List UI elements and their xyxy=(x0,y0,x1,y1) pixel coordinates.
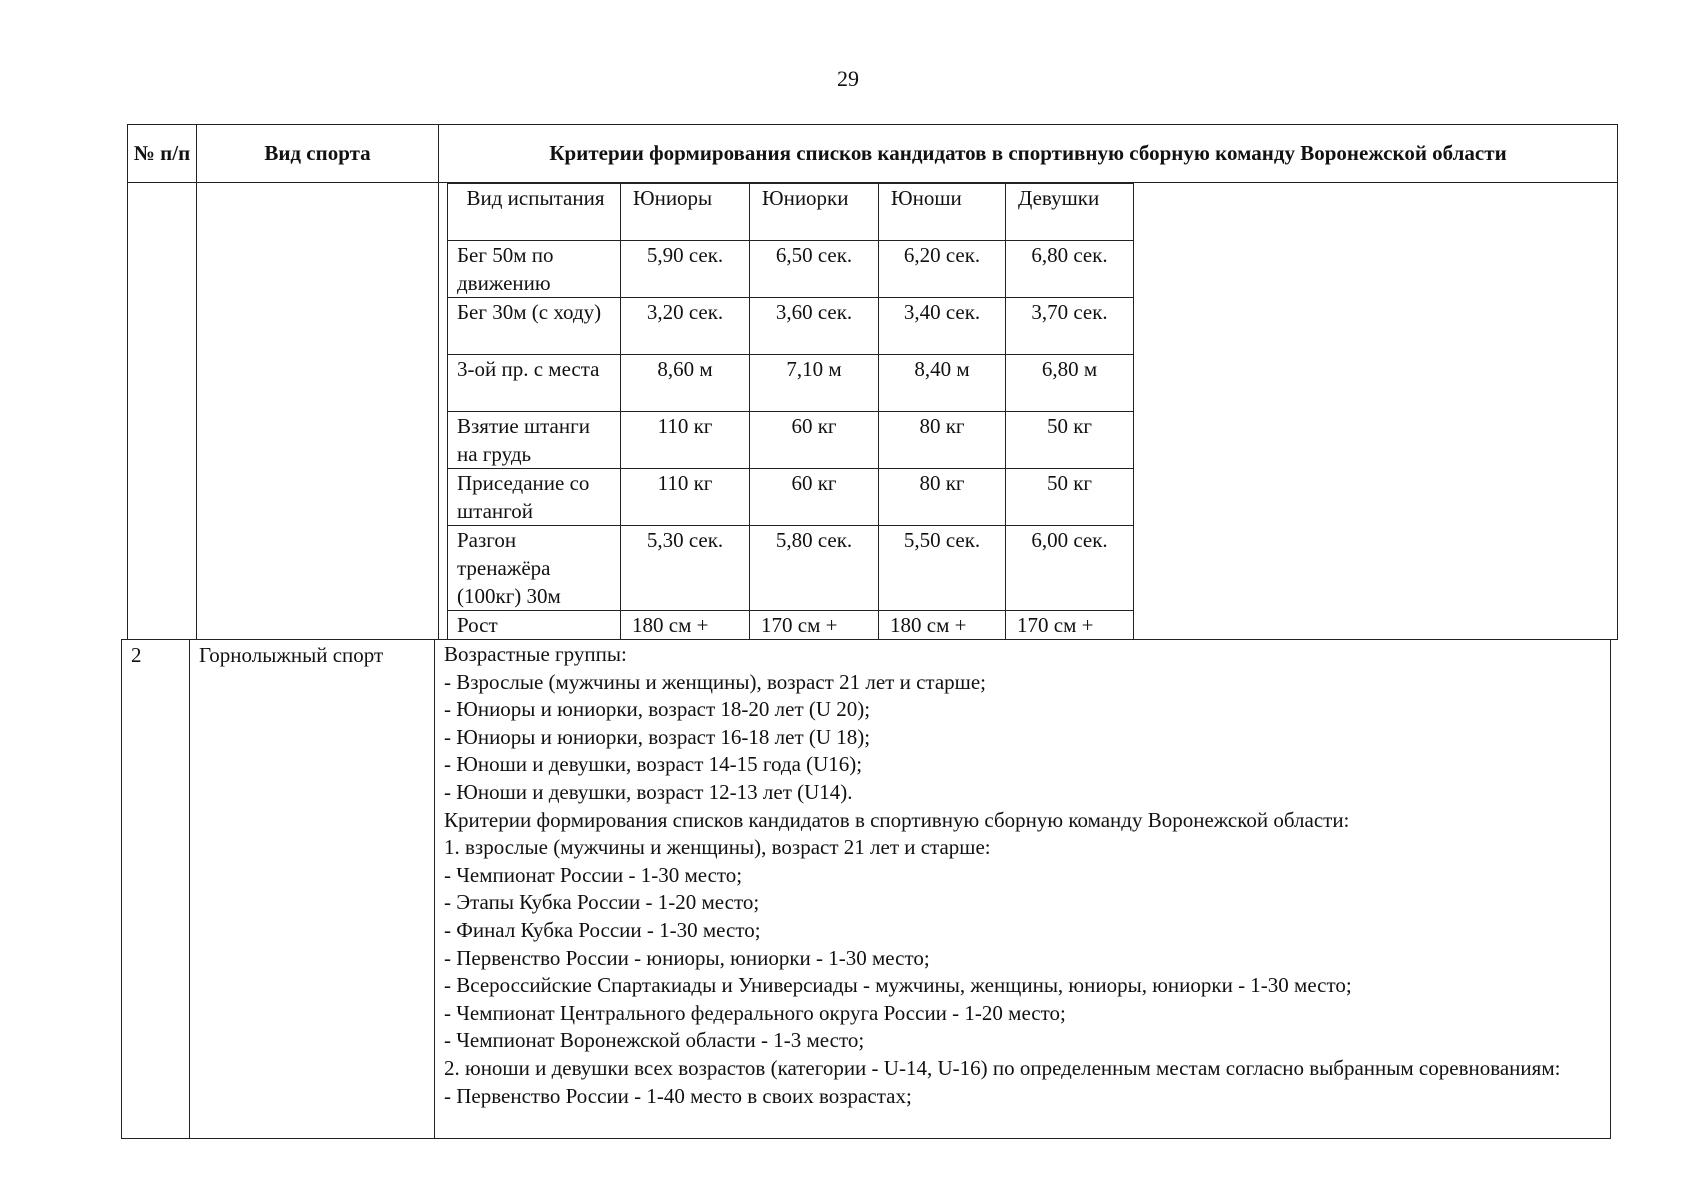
norms-value: 170 см + xyxy=(750,611,879,640)
header-criteria-cell xyxy=(438,125,1617,182)
norms-value: 110 кг xyxy=(621,469,750,526)
row-sport-cell xyxy=(196,183,438,639)
norms-value: 180 см + xyxy=(621,611,750,640)
criteria-line: - Первенство России - 1-40 место в своих возрастах; xyxy=(444,1083,912,1108)
criteria-line: 2. юноши и девушки всех возрастов (категории - U-14, U-16) по определенным местам согласно выбранным соревнованиям: xyxy=(444,1055,1561,1080)
criteria-line: - Чемпионат Воронежской области - 1-3 место; xyxy=(444,1028,865,1053)
norms-value: 6,80 сек. xyxy=(1006,241,1134,298)
norms-test: Бег 30м (с ходу) xyxy=(448,298,621,355)
norms-test: Бег 50м по движению xyxy=(448,241,621,298)
norms-row xyxy=(448,469,1134,526)
norms-value: 80 кг xyxy=(879,469,1006,526)
criteria-line: - Чемпионат России - 1-30 место; xyxy=(444,862,743,887)
norms-value: 8,60 м xyxy=(621,355,750,412)
norms-test: 3-ой пр. с места xyxy=(448,355,621,412)
norms-value: 3,60 сек. xyxy=(750,298,879,355)
norms-value: 50 кг xyxy=(1006,412,1134,469)
norms-value: 6,80 м xyxy=(1006,355,1134,412)
norms-row xyxy=(448,241,1134,298)
row-sport-cell xyxy=(189,640,434,1138)
norms-header-juniors-f: Юниорки xyxy=(750,184,879,241)
norms-value: 7,10 м xyxy=(750,355,879,412)
norms-header-test: Вид испытания xyxy=(448,184,621,241)
norms-value: 50 кг xyxy=(1006,469,1134,526)
norms-value: 180 см + xyxy=(879,611,1006,640)
norms-value: 60 кг xyxy=(750,412,879,469)
norms-row xyxy=(448,355,1134,412)
norms-row xyxy=(448,412,1134,469)
norms-value: 110 кг xyxy=(621,412,750,469)
row-criteria-cell xyxy=(434,640,1610,1138)
criteria-line: Критерии формирования списков кандидатов в спортивную сборную команду Воронежской области: xyxy=(444,807,1350,832)
header-number-cell xyxy=(128,125,196,182)
row-sport-name: Горнолыжный спорт xyxy=(199,643,384,667)
page-number: 29 xyxy=(837,66,859,91)
criteria-line: - Юноши и девушки, возраст 14-15 года (U16); xyxy=(444,752,863,777)
header-sport-label: Вид спорта xyxy=(264,141,371,165)
criteria-line: Возрастные группы: xyxy=(444,642,627,666)
header-criteria-label: Критерии формирования списков кандидатов в спортивную сборную команду Воронежской области xyxy=(549,141,1507,165)
row-number: 2 xyxy=(131,643,142,667)
norms-table xyxy=(447,183,1134,640)
norms-value: 5,90 сек. xyxy=(621,241,750,298)
norms-value: 5,30 сек. xyxy=(621,526,750,611)
norms-value: 60 кг xyxy=(750,469,879,526)
criteria-line: - Юниоры и юниорки, возраст 16-18 лет (U 18); xyxy=(444,724,871,749)
row-number-cell xyxy=(128,183,196,639)
table-row xyxy=(121,639,1611,1139)
norms-value: 3,70 сек. xyxy=(1006,298,1134,355)
norms-value: 6,20 сек. xyxy=(879,241,1006,298)
table-header-row xyxy=(127,124,1618,183)
norms-test: Рост xyxy=(448,611,621,640)
norms-row xyxy=(448,526,1134,611)
criteria-line: - Чемпионат Центрального федерального округа России - 1-20 место; xyxy=(444,1000,1066,1025)
norms-value: 6,00 сек. xyxy=(1006,526,1134,611)
norms-header-youth-m: Юноши xyxy=(879,184,1006,241)
norms-header-youth-f: Девушки xyxy=(1006,184,1134,241)
norms-row xyxy=(448,298,1134,355)
norms-test: Приседание со штангой xyxy=(448,469,621,526)
norms-header-juniors-m: Юниоры xyxy=(621,184,750,241)
criteria-line: - Этапы Кубка России - 1-20 место; xyxy=(444,890,760,915)
criteria-line: 1. взрослые (мужчины и женщины), возраст 21 лет и старше: xyxy=(444,835,991,860)
criteria-line: - Первенство России - юниоры, юниорки - 1-30 место; xyxy=(444,945,930,970)
norms-value: 80 кг xyxy=(879,412,1006,469)
header-sport-cell xyxy=(196,125,438,182)
norms-value: 8,40 м xyxy=(879,355,1006,412)
norms-row xyxy=(448,611,1134,640)
criteria-line: - Финал Кубка России - 1-30 место; xyxy=(444,917,761,942)
norms-value: 170 см + xyxy=(1006,611,1134,640)
norms-value: 5,80 сек. xyxy=(750,526,879,611)
criteria-line: - Всероссийские Спартакиады и Универсиады - мужчины, женщины, юниоры, юниорки - 1-30 место; xyxy=(444,973,1352,998)
norms-header-row xyxy=(448,184,1134,241)
norms-value: 6,50 сек. xyxy=(750,241,879,298)
criteria-text xyxy=(444,641,1600,1110)
row-number-cell xyxy=(122,640,189,1138)
norms-test: Взятие штанги на грудь xyxy=(448,412,621,469)
criteria-line: - Юноши и девушки, возраст 12-13 лет (U14). xyxy=(444,779,853,804)
header-number-label: № п/п xyxy=(133,141,191,165)
norms-value: 3,40 сек. xyxy=(879,298,1006,355)
norms-value: 3,20 сек. xyxy=(621,298,750,355)
criteria-line: - Взрослые (мужчины и женщины), возраст 21 лет и старше; xyxy=(444,669,986,694)
norms-value: 5,50 сек. xyxy=(879,526,1006,611)
norms-test: Разгон тренажёра (100кг) 30м xyxy=(448,526,621,611)
criteria-line: - Юниоры и юниорки, возраст 18-20 лет (U 20); xyxy=(444,697,871,722)
